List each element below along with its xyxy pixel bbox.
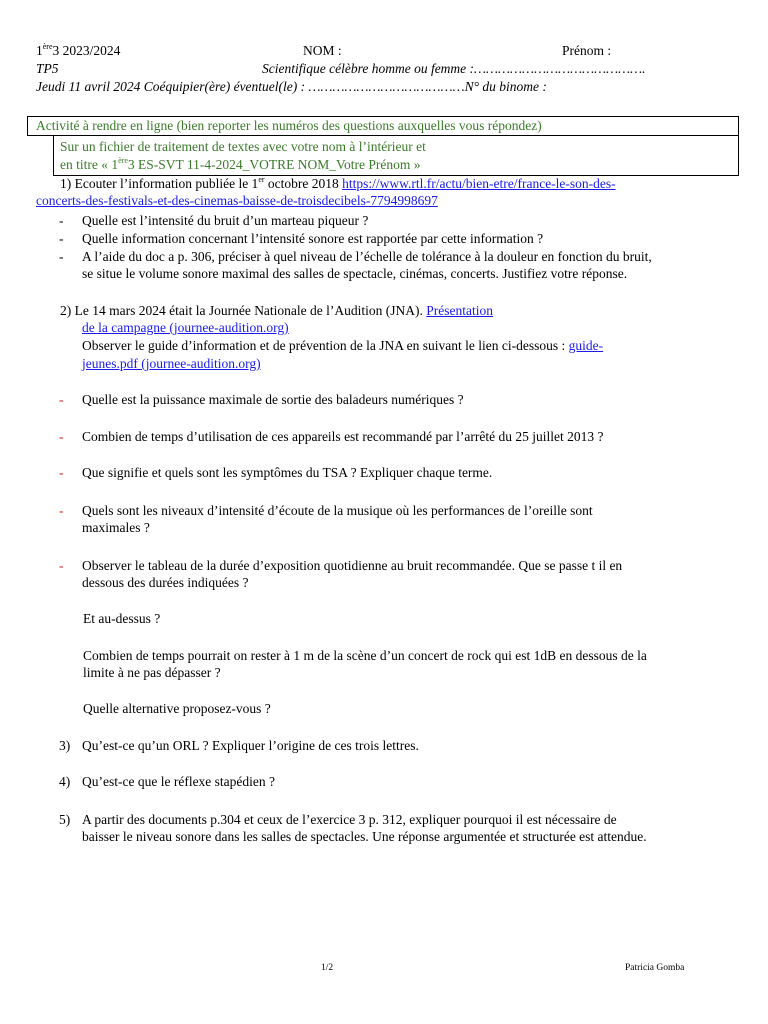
class-year: 1ère3 2023/2024 <box>36 42 121 58</box>
guide-link-cont[interactable]: jeunes.pdf (journee-audition.org) <box>82 356 261 371</box>
bullet-dash: - <box>59 392 64 407</box>
bullet-dash: - <box>59 429 64 444</box>
q1-item-1: Quelle est l’intensité du bruit d’un marteau piqueur ? <box>82 213 369 228</box>
bullet-dash: - <box>59 249 64 264</box>
q3-number: 3) <box>59 738 71 753</box>
jna-presentation-link[interactable]: Présentation <box>426 303 494 318</box>
q2-item-3: Que signifie et quels sont les symptômes du TSA ? Expliquer chaque terme. <box>82 465 493 480</box>
rtl-link-continued[interactable]: concerts-des-festivals-et-des-cinemas-baisse-de-troisdecibels-7794998697 <box>36 193 438 208</box>
q2-item-5: Observer le tableau de la durée d’exposition quotidienne au bruit recommandée. Que se passe t il en <box>82 558 623 573</box>
author: Patricia Gomba <box>625 963 685 973</box>
scientist-field: Scientifique célèbre homme ou femme :……………………………………. <box>262 61 646 76</box>
nom-label: NOM : <box>303 43 342 58</box>
q2-item-7: Combien de temps pourrait on rester à 1 m de la scène d’un concert de rock qui est 1dB en dessous de la <box>83 648 647 663</box>
q2-guide: Observer le guide d’information et de prévention de la JNA en suivant le lien ci-dessous : guide- <box>82 338 604 353</box>
q2-item-1: Quelle est la puissance maximale de sortie des baladeurs numériques ? <box>82 392 464 407</box>
q2-item-4: Quels sont les niveaux d’intensité d’écoute de la musique où les performances de l’oreille sont <box>82 503 593 518</box>
bullet-dash: - <box>59 231 64 246</box>
date-line: Jeudi 11 avril 2024 Coéquipier(ère) éventuel(le) : …………………………………N° du binome : <box>36 79 547 94</box>
q1-item-3-cont: se situe le volume sonore maximal des salles de spectacle, cinémas, concerts. Justifiez votre réponse. <box>82 266 628 281</box>
q1-item-2: Quelle information concernant l’intensité sonore est rapportée par cette information ? <box>82 231 544 246</box>
q2-item-7-cont: limite à ne pas dépasser ? <box>83 665 221 680</box>
q5-number: 5) <box>59 812 71 827</box>
q2-item-6: Et au-dessus ? <box>83 611 161 626</box>
instructions-line2: en titre « 1ère3 ES-SVT 11-4-2024_VOTRE NOM_Votre Prénom » <box>60 156 421 172</box>
bullet-dash: - <box>59 503 64 518</box>
tp-label: TP5 <box>36 61 59 76</box>
bullet-dash: - <box>59 213 64 228</box>
rtl-link[interactable]: https://www.rtl.fr/actu/bien-etre/france-le-son-des- <box>342 176 616 191</box>
q2-item-5-cont: dessous des durées indiquées ? <box>82 575 249 590</box>
instructions-line1: Sur un fichier de traitement de textes avec votre nom à l’intérieur et <box>60 139 426 154</box>
bullet-dash: - <box>59 558 64 573</box>
q4-number: 4) <box>59 774 71 789</box>
page-number: 1/2 <box>321 963 334 973</box>
q1-item-3: A l’aide du doc a p. 306, préciser à quel niveau de l’échelle de tolérance à la douleur en fonction du bruit, <box>82 249 652 264</box>
q5-line2: baisser le niveau sonore dans les salles de spectacles. Une réponse argumentée et structurée est attendue. <box>82 829 647 844</box>
jna-presentation-link-cont[interactable]: de la campagne (journee-audition.org) <box>82 320 289 335</box>
q2-item-2: Combien de temps d’utilisation de ces appareils est recommandé par l’arrêté du 25 juillet 2013 ? <box>82 429 604 444</box>
q5-line1: A partir des documents p.304 et ceux de l’exercice 3 p. 312, expliquer pourquoi il est nécessaire de <box>82 812 617 827</box>
guide-link[interactable]: guide- <box>568 338 604 353</box>
q2-item-8: Quelle alternative proposez-vous ? <box>83 701 271 716</box>
q3-text: Qu’est-ce qu’un ORL ? Expliquer l’origine de ces trois lettres. <box>82 738 419 753</box>
q4-text: Qu’est-ce que le réflexe stapédien ? <box>82 774 276 789</box>
q2-item-4-cont: maximales ? <box>82 520 150 535</box>
bullet-dash: - <box>59 465 64 480</box>
activity-title: Activité à rendre en ligne (bien reporter les numéros des questions auxquelles vous répondez) <box>36 118 542 133</box>
q2-intro: 2) Le 14 mars 2024 était la Journée Nationale de l’Audition (JNA). Présentation <box>60 303 494 318</box>
prenom-label: Prénom : <box>562 43 612 58</box>
q1-intro: 1) Ecouter l’information publiée le 1er octobre 2018 https://www.rtl.fr/actu/bien-etre/france-le-son-des- <box>60 175 616 191</box>
